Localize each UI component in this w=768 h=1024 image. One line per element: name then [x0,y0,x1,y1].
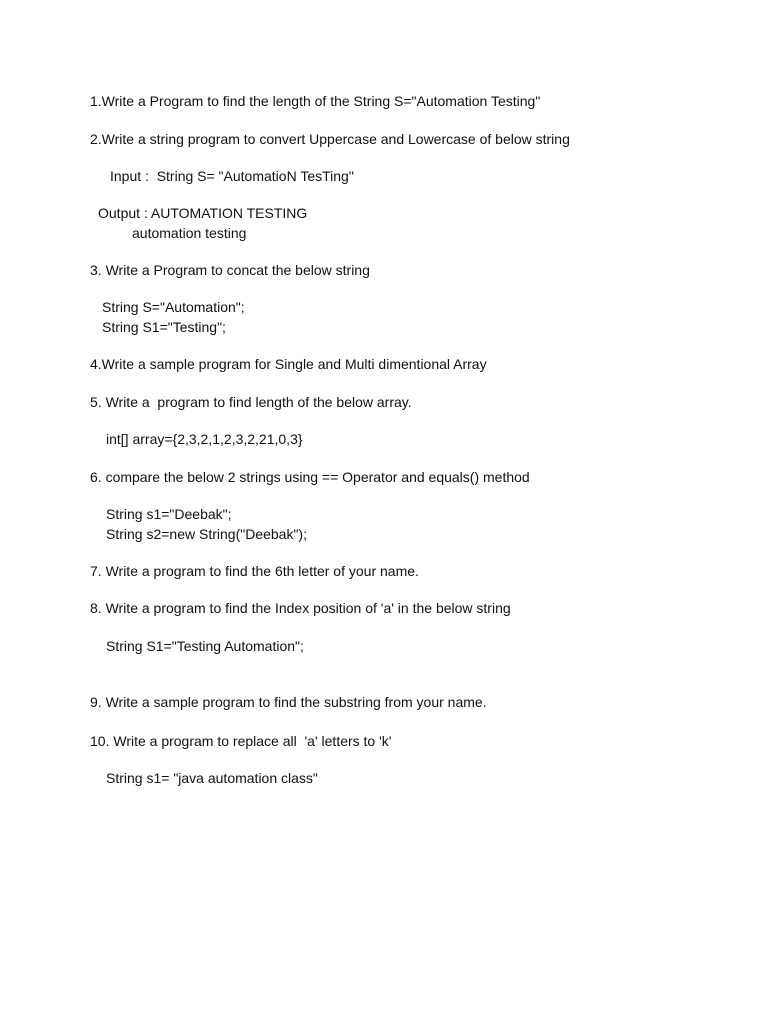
question-3: 3. Write a Program to concat the below string [90,262,370,278]
question-5-code: int[] array={2,3,2,1,2,3,2,21,0,3} [106,431,303,447]
question-6-code-line-1: String s1="Deebak"; [106,506,232,522]
question-4: 4.Write a sample program for Single and Multi dimentional Array [90,356,487,372]
question-7: 7. Write a program to find the 6th letter of your name. [90,563,419,579]
question-3-code-line-2: String S1="Testing"; [102,319,226,335]
question-2-input: Input : String S= "AutomatioN TesTing" [110,168,354,184]
question-1: 1.Write a Program to find the length of the String S="Automation Testing" [90,93,541,109]
question-2-output: Output : AUTOMATION TESTING [98,205,308,221]
question-8: 8. Write a program to find the Index position of 'a' in the below string [90,600,511,616]
question-5: 5. Write a program to find length of the below array. [90,394,412,410]
question-6-code-line-2: String s2=new String("Deebak"); [106,526,307,542]
question-9: 9. Write a sample program to find the substring from your name. [90,694,487,710]
question-3-code-line-1: String S="Automation"; [102,299,245,315]
question-2-output-lower: automation testing [132,225,247,241]
question-6: 6. compare the below 2 strings using == Operator and equals() method [90,469,530,485]
question-10: 10. Write a program to replace all 'a' letters to 'k' [90,733,392,749]
question-8-code: String S1="Testing Automation"; [106,638,304,654]
question-10-code: String s1= "java automation class" [106,770,318,786]
question-2: 2.Write a string program to convert Uppercase and Lowercase of below string [90,131,570,147]
